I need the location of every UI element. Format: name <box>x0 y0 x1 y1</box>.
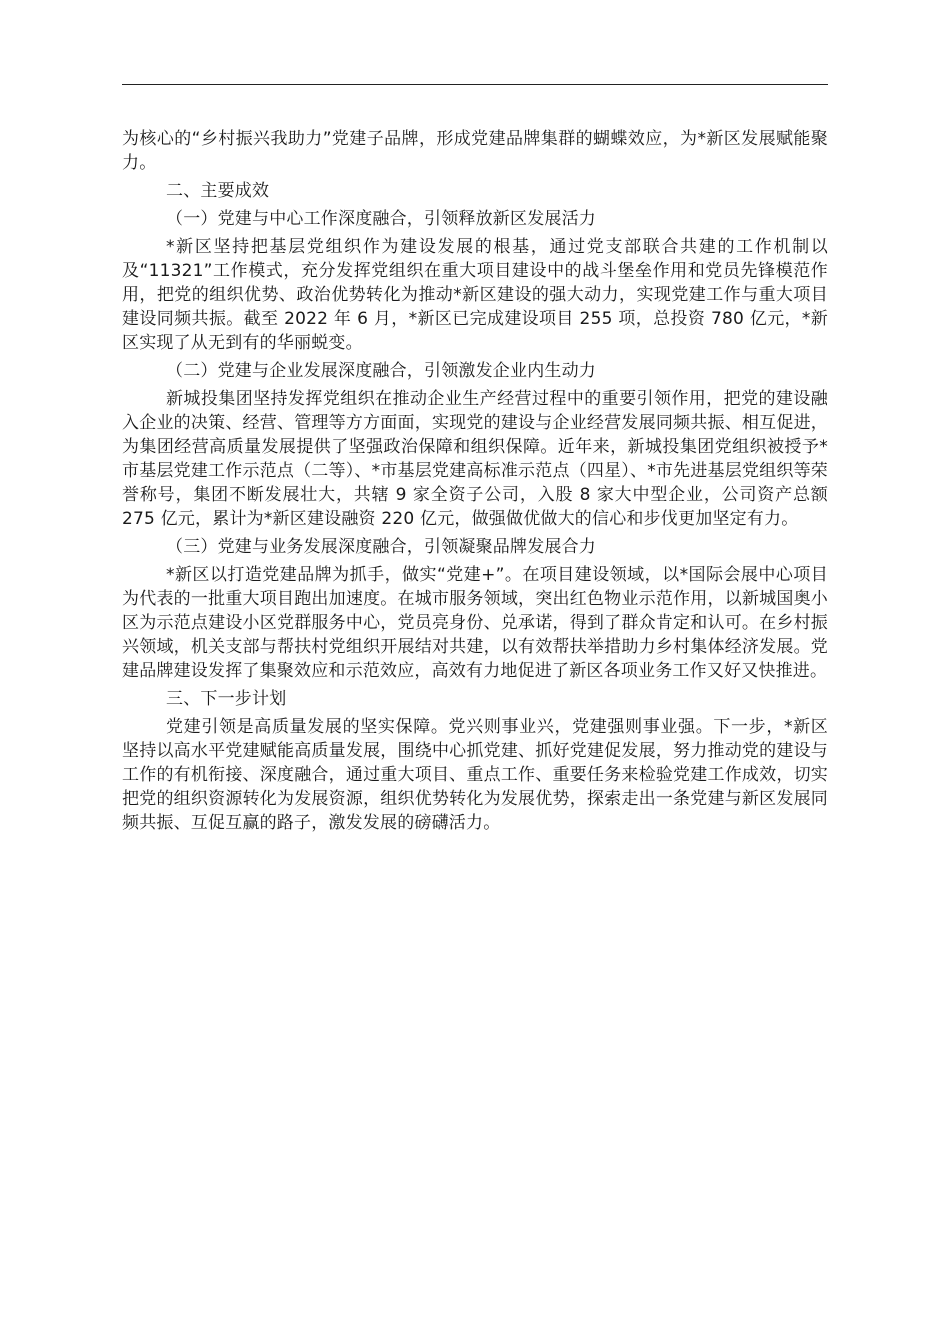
document-body <box>122 127 828 835</box>
section-heading-next-steps: 三、下一步计划 <box>166 689 287 709</box>
paragraph-2: 新城投集团坚持发挥党组织在推动企业生产经营过程中的重要引领作用，把党的建设融入企业的决策、经营、管理等方方面面，实现党的建设与企业经营发展同频共振、相互促进，为集团经营高质量发展提供了坚强政治保障和组织保障。近年来，新城投集团党组织被授予*市基层党建工作示范点（二等）、*市基层党建高标准示范点（四星）、*市先进基层党组织等荣誉称号，集团不断发展壮大，共辖 9 家全资子公司，入股 8 家大中型企业，公司资产总额 275 亿元，累计为*新区建设融资 220 亿元，做强做优做大的信心和步伐更加坚定有力。 <box>122 389 828 529</box>
paragraph-3: *新区以打造党建品牌为抓手，做实“党建+”。在项目建设领域，以*国际会展中心项目为代表的一批重大项目跑出加速度。在城市服务领域，突出红色物业示范作用，以新城国奥小区为示范点建设小区党群服务中心，党员亮身份、兑承诺，得到了群众肯定和认可。在乡村振兴领域，机关支部与帮扶村党组织开展结对共建，以有效帮扶举措助力乡村集体经济发展。党建品牌建设发挥了集聚效应和示范效应，高效有力地促进了新区各项业务工作又好又快推进。 <box>122 565 828 681</box>
subsection-heading-3: （三）党建与业务发展深度融合，引领凝聚品牌发展合力 <box>166 537 596 557</box>
header-divider <box>122 84 828 85</box>
paragraph-1: *新区坚持把基层党组织作为建设发展的根基，通过党支部联合共建的工作机制以及“11321”工作模式，充分发挥党组织在重大项目建设中的战斗堡垒作用和党员先锋模范作用，把党的组织优势、政治优势转化为推动*新区建设的强大动力，实现党建工作与重大项目建设同频共振。截至 2022 年 6 月，*新区已完成建设项目 255 项，总投资 780 亿元，*新区实现了从无到有的华丽蜕变。 <box>122 237 828 353</box>
subsection-heading-1: （一）党建与中心工作深度融合，引领释放新区发展活力 <box>166 209 596 229</box>
paragraph-4: 党建引领是高质量发展的坚实保障。党兴则事业兴，党建强则事业强。下一步，*新区坚持以高水平党建赋能高质量发展，围绕中心抓党建、抓好党建促发展，努力推动党的建设与工作的有机衔接、深度融合，通过重大项目、重点工作、重要任务来检验党建工作成效，切实把党的组织资源转化为发展资源，组织优势转化为发展优势，探索走出一条党建与新区发展同频共振、互促互赢的路子，激发发展的磅礴活力。 <box>122 717 828 833</box>
subsection-heading-2: （二）党建与企业发展深度融合，引领激发企业内生动力 <box>166 361 596 381</box>
paragraph-continuation: 为核心的“乡村振兴我助力”党建子品牌，形成党建品牌集群的蝴蝶效应，为*新区发展赋能聚力。 <box>122 129 828 173</box>
section-heading-main-results: 二、主要成效 <box>166 181 270 201</box>
